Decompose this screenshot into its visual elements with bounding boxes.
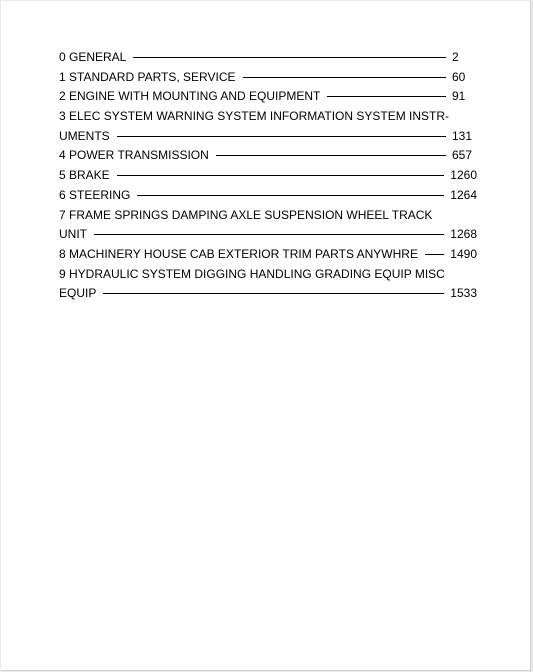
toc-page-number: 91 — [452, 89, 466, 104]
toc-entry-brake[interactable] — [59, 166, 477, 186]
toc-entry-title-continued: EQUIP — [59, 286, 97, 301]
toc-entry-hydraulic-system[interactable] — [59, 265, 477, 304]
toc-line — [59, 87, 477, 107]
toc-line — [59, 206, 477, 226]
toc-entry-title-continued: UNIT — [59, 227, 87, 242]
toc-entry-frame[interactable] — [59, 206, 477, 245]
toc-page-number: 657 — [452, 148, 473, 163]
toc-page-number: 1533 — [450, 286, 477, 301]
dot-leader — [327, 96, 446, 97]
toc-entry-title: 4 POWER TRANSMISSION — [59, 148, 209, 163]
dot-leader — [243, 77, 447, 78]
dot-leader — [94, 234, 444, 235]
dot-leader — [103, 293, 444, 294]
toc-entry-title: 5 BRAKE — [59, 168, 110, 183]
toc-entry-title-continued: UMENTS — [59, 128, 110, 143]
toc-entry-elec-system[interactable] — [59, 107, 477, 146]
toc-line — [59, 265, 477, 285]
toc-entry-power-transmission[interactable] — [59, 146, 477, 166]
toc-page-number: 1268 — [450, 227, 477, 242]
toc-entry-title: 7 FRAME SPRINGS DAMPING AXLE SUSPENSION WHEEL TRACK — [59, 207, 433, 222]
dot-leader — [117, 175, 445, 176]
toc-line — [59, 225, 477, 245]
toc-entry-title: 8 MACHINERY HOUSE CAB EXTERIOR TRIM PARTS ANYWHRE — [59, 246, 418, 261]
toc-entry-general[interactable] — [59, 48, 477, 68]
toc-page-number: 1490 — [450, 246, 477, 261]
toc-line — [59, 48, 477, 68]
dot-leader — [133, 57, 446, 58]
toc-entry-title: 6 STEERING — [59, 187, 131, 202]
toc-entry-title: 9 HYDRAULIC SYSTEM DIGGING HANDLING GRADING EQUIP MISC — [59, 266, 445, 281]
toc-line — [59, 186, 477, 206]
toc-entry-title: 0 GENERAL — [59, 50, 127, 64]
table-of-contents — [59, 48, 477, 304]
toc-line — [59, 166, 477, 186]
toc-entry-title: 2 ENGINE WITH MOUNTING AND EQUIPMENT — [59, 89, 321, 104]
toc-page-number: 1260 — [450, 168, 477, 183]
dot-leader — [137, 195, 444, 196]
toc-entry-engine[interactable] — [59, 87, 477, 107]
toc-page-number: 131 — [452, 128, 473, 143]
toc-line — [59, 245, 477, 265]
toc-entry-machinery-house[interactable] — [59, 245, 477, 265]
toc-line — [59, 107, 477, 127]
document-page — [1, 1, 531, 671]
dot-leader — [117, 136, 446, 137]
toc-line — [59, 68, 477, 88]
toc-entry-steering[interactable] — [59, 186, 477, 206]
dot-leader — [216, 155, 446, 156]
toc-line — [59, 146, 477, 166]
toc-page-number: 60 — [452, 69, 466, 84]
toc-page-number: 2 — [452, 50, 459, 64]
toc-line — [59, 284, 477, 304]
toc-entry-title: 3 ELEC SYSTEM WARNING SYSTEM INFORMATION SYSTEM INSTR- — [59, 109, 450, 124]
toc-entry-title: 1 STANDARD PARTS, SERVICE — [59, 69, 236, 84]
toc-entry-standard-parts[interactable] — [59, 68, 477, 88]
dot-leader — [425, 254, 444, 255]
toc-page-number: 1264 — [450, 187, 477, 202]
toc-line — [59, 127, 477, 147]
